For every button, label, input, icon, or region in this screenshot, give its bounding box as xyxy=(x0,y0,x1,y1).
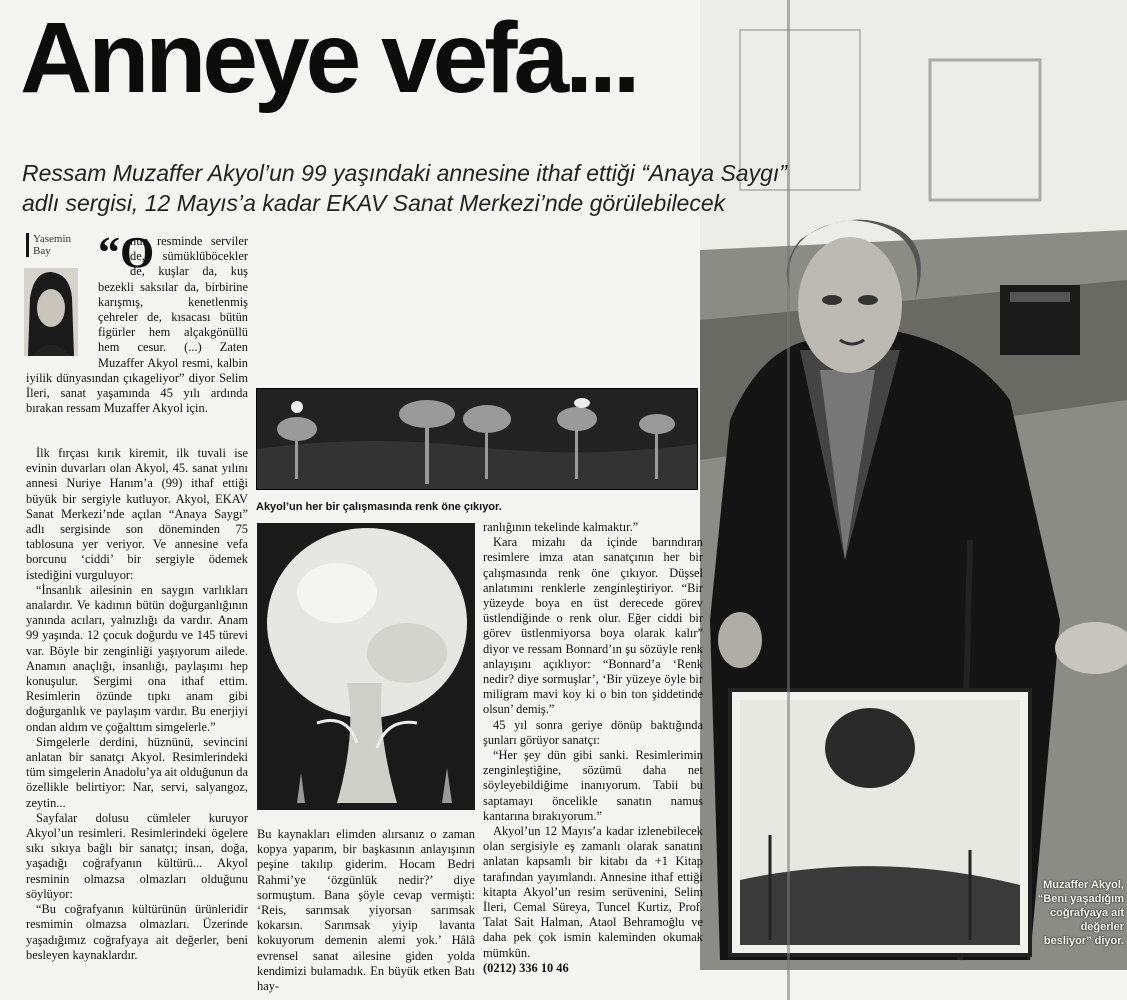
paragraph-3: Simgelerle derdini, hüznünü, sevincini anlatan bir sanatçı Akyol. Resimlerindeki tüm simgelerin Anadolu’ya ait olduğunun da özellikle belirtiyor: Nar, servi, salyangoz, zeytin... xyxy=(26,734,248,810)
drop-quote xyxy=(98,228,155,277)
article-column-2 xyxy=(257,827,475,994)
article-lede: nun resminde serviler de, sümüklüböcekler de, kuşlar da, kuş bezekli saksılar da, birbirine karışmış, kenetlenmiş çehreler de, kısacası bütün figürler hem alçakgönüllü hem cesur. (...) Zaten Muzaffer Akyol resmi, kalbin iyilik dünyasından çıkageliyor” diyor Selim İleri, sanat yaşamında 45 yılı ardında bırakan ressam Muzaffer Akyol için. xyxy=(26,234,248,416)
article-column-3 xyxy=(483,520,703,976)
painting-top-illustration xyxy=(257,389,697,489)
artist-photo-illustration xyxy=(700,0,1127,970)
caption-right xyxy=(1028,878,1124,948)
painting-tree xyxy=(257,523,475,810)
page-fold-line xyxy=(787,0,790,1000)
article-column-1-body xyxy=(26,446,248,963)
caption-right-line-2: “Beni yaşadığım xyxy=(1037,893,1124,905)
painting-top xyxy=(256,388,698,490)
artist-photo xyxy=(700,0,1127,970)
caption-right-line-4: değerler xyxy=(1080,921,1124,933)
subheadline: Ressam Muzaffer Akyol’un 99 yaşındaki annesine ithaf ettiği “Anaya Saygı” adlı sergisi, 12 Mayıs’a kadar EKAV Sanat Merkezi’nde görülebilecek xyxy=(22,160,787,216)
painting-tree-illustration xyxy=(257,523,475,810)
article-column-1 xyxy=(26,228,248,416)
paragraph-4: Sayfalar dolusu cümleler kuruyor Akyol’un resimleri. Resimlerindeki ögelere sıkı sıkıya bağlı bir sanatçı; insan, doğa, yaşadığı coğrafyanın kültürü... Akyol resminin olmazsa olmazları olduğunu söylüyor: xyxy=(26,810,248,901)
paragraph-7: ranlığının tekelinde kalmaktır.” xyxy=(483,520,639,534)
paragraph-8: Kara mizahı da içinde barındıran resimlere imza atan sanatçının her bir çalışmasında renk öne çıkıyor. Düşsel anlatımını renklerle zenginleştiriyor. “Bir yüzeyde boya en üst derecede görev üstlendiğinde o renk olur. Eğer ciddi bir görev üstlenmiyorsa boya olarak kalır” diyor ve ressam Bonnard’ın şu sözüyle renk anlayışını açıklıyor: “Bonnard’a ‘Renk nedir? diye sormuşlar’, ‘Bir yüzeye öyle bir miligram mavi koy ki o bin ton şiddetinde olsun’ demiş.” xyxy=(483,535,703,717)
paragraph-11: Akyol’un 12 Mayıs’a kadar izlenebilecek olan sergisiyle eş zamanlı olarak sanatını anlatan kapsamlı bir kitabı da +1 Kitap tarafından yayımlandı. Annesine ithaf ettiği kitapta Akyol’un resim serüvenini, Selim İleri, Cemal Süreya, Tuncel Kurtiz, Prof. Talat Sait Halman, Ataol Behramoğlu ve daha pek çok ismin kaleminden okumak mümkün. xyxy=(483,824,703,960)
caption-mid: Akyol’un her bir çalışmasında renk öne çıkıyor. xyxy=(256,501,502,513)
byline-last-name: Bay xyxy=(33,245,51,257)
headline: Anneye vefa... xyxy=(20,2,637,114)
caption-right-line-1: Muzaffer Akyol, xyxy=(1043,879,1124,891)
caption-right-line-3: coğrafyaya ait xyxy=(1050,907,1124,919)
caption-right-line-5: besliyor” diyor. xyxy=(1043,935,1124,947)
column-1-spacer xyxy=(26,234,98,356)
paragraph-2: “İnsanlık ailesinin en saygın varlıkları analardır. Ve kadının bütün doğurganlığının yanında acıları, yalnızlığı da vardır. Anam 99 yaşında. 12 çocuk doğurdu ve 145 türevi var. Böyle bir zenginliği yaşıyorum ailede. Anamın anaçlığı, insanlığı, paylaşımı hep konuşulur. Sergimi ona ithaf ettim. Resimlerin özünde tıpkı anam gibi doğurganlık ve paylaşım vardır. Bu enerjiyi ondan aldım ve çoğalttım simgelerle.” xyxy=(26,582,248,734)
byline-first-name: Yasemin xyxy=(33,233,72,245)
phone-number: (0212) 336 10 46 xyxy=(483,960,569,975)
paragraph-9: 45 yıl sonra geriye dönüp baktığında şunları görüyor sanatçı: xyxy=(483,717,703,747)
drop-cap: “O xyxy=(98,228,155,277)
paragraph-10: “Her şey dün gibi sanki. Resimlerimin zenginleştiğine, sözümü daha net söyleyebildiğime inanıyorum. Tabii bu saptamayı öncelikle sanatın namus kantarına bırakıyorum.” xyxy=(483,748,703,823)
paragraph-1: İlk fırçası kırık kiremit, ilk tuvali ise evinin duvarları olan Akyol, 45. sanat yılını annesi Nuriye Hanım’a (99) ithaf ettiği büyük bir sergiyle kutluyor. Akyol, EKAV Sanat Merkezi’nde açılan “Anaya Saygı” adlı sergisinde son döneminden 75 tablosuna yer veriyor. Ve annesine vefa borcunu ‘ciddi’ bir sergiyle ödemek istediğini vurguluyor: xyxy=(26,446,248,582)
paragraph-6: Bu kaynakları elimden alırsanız o zaman kopya yaparım, bir başkasının anlayışının peşine takılıp giderim. Hocam Bedri Rahmi’ye ‘özgünlük nedir?’ diye sormuştum. Bana şöyle cevap vermişti: ‘Reis, sarımsak yiyorsan sarımsak kokarsın. Sarımsak yiyip lavanta kokuyorum demenin alemi yok.’ Hâlâ evrensel sanat ailesine giden yolda kendimizi bulamadık. En büyük etken Batı hay- xyxy=(257,827,475,994)
paragraph-5: “Bu coğrafyanın kültürünün ürünleridir resmimin olmazsa olmazları. Üzerinde yaşadığımız coğrafyaya ait değerler, beni besleyen kaynaklardır. xyxy=(26,902,248,962)
